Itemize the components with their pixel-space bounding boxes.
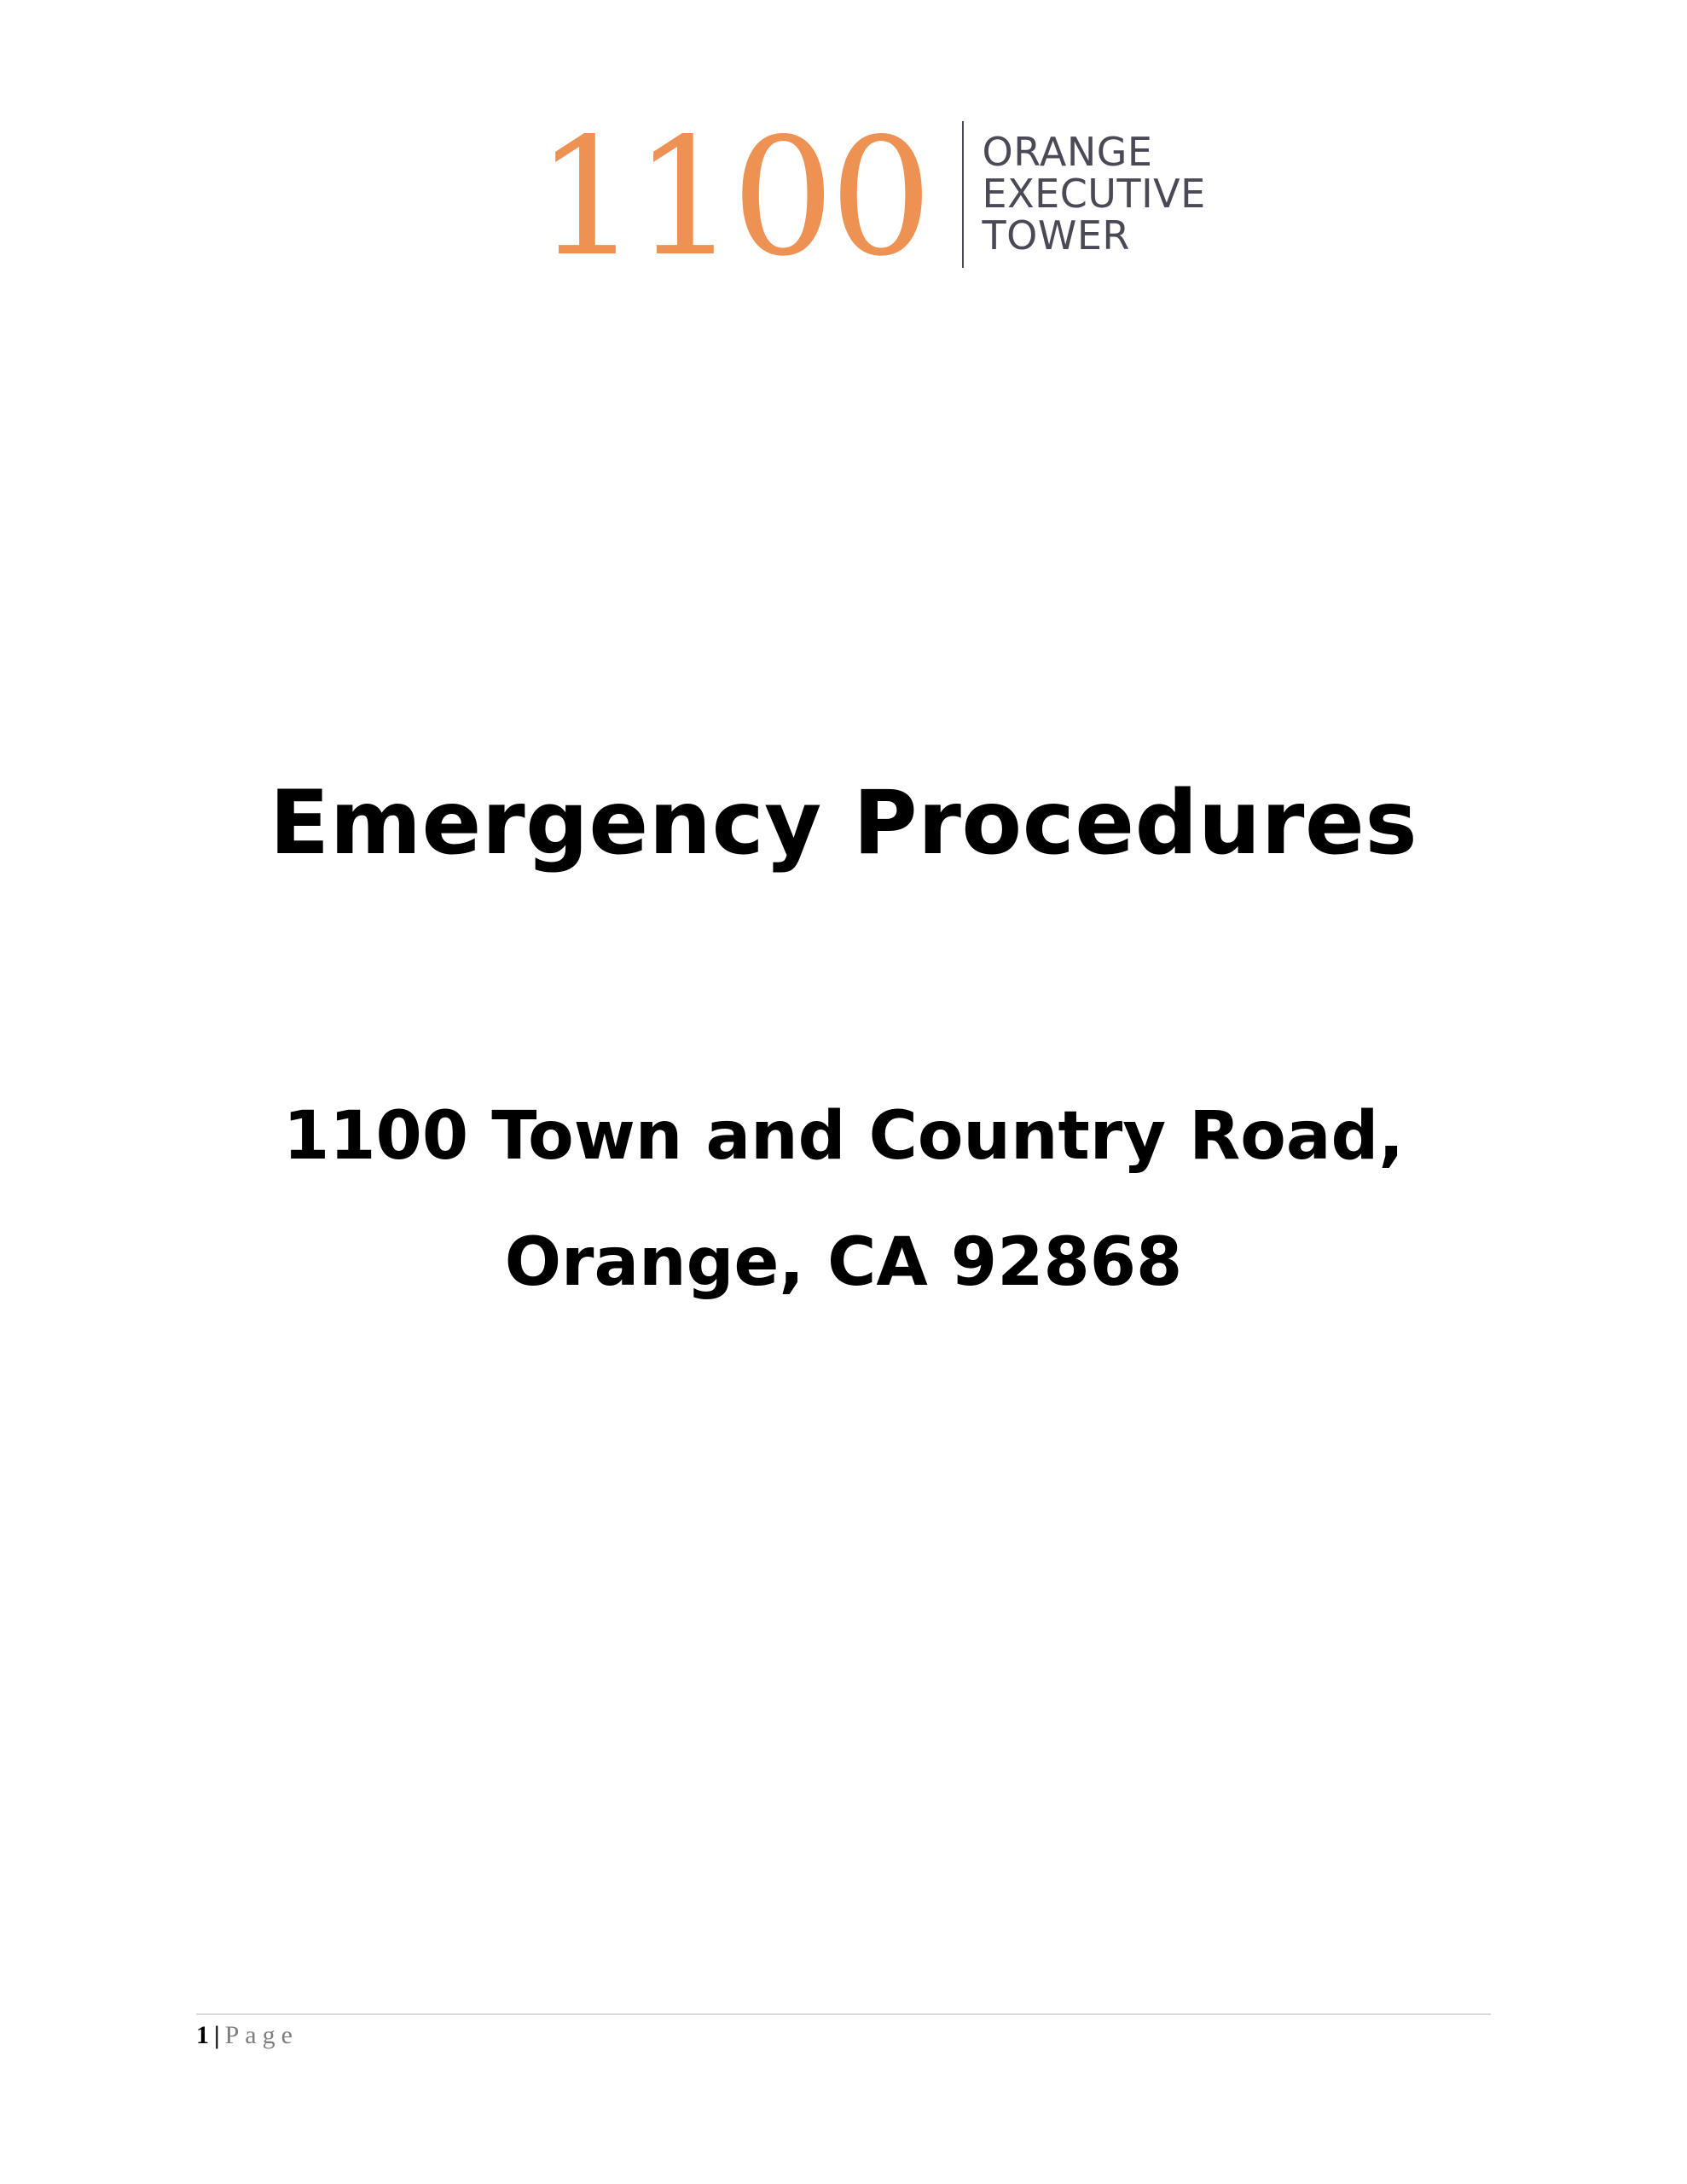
page-footer bbox=[196, 2018, 299, 2053]
building-address bbox=[0, 1073, 1687, 1326]
logo-number: 1100 bbox=[536, 102, 928, 292]
document-title: Emergency Procedures bbox=[269, 772, 1418, 874]
logo-divider bbox=[962, 121, 964, 268]
logo-word-executive: EXECUTIVE bbox=[982, 171, 1206, 217]
footer-separator: | bbox=[214, 2021, 220, 2049]
footer-divider bbox=[196, 2013, 1491, 2015]
address-line-city: Orange, CA 92868 bbox=[504, 1224, 1183, 1301]
page-label: Page bbox=[224, 2021, 299, 2049]
building-logo bbox=[536, 102, 1206, 292]
logo-wordmark bbox=[983, 131, 1206, 257]
logo-word-orange: ORANGE bbox=[982, 129, 1153, 175]
logo-word-tower: TOWER bbox=[982, 212, 1130, 258]
page-number: 1 bbox=[196, 2021, 209, 2049]
address-line-street: 1100 Town and Country Road, bbox=[283, 1098, 1404, 1175]
